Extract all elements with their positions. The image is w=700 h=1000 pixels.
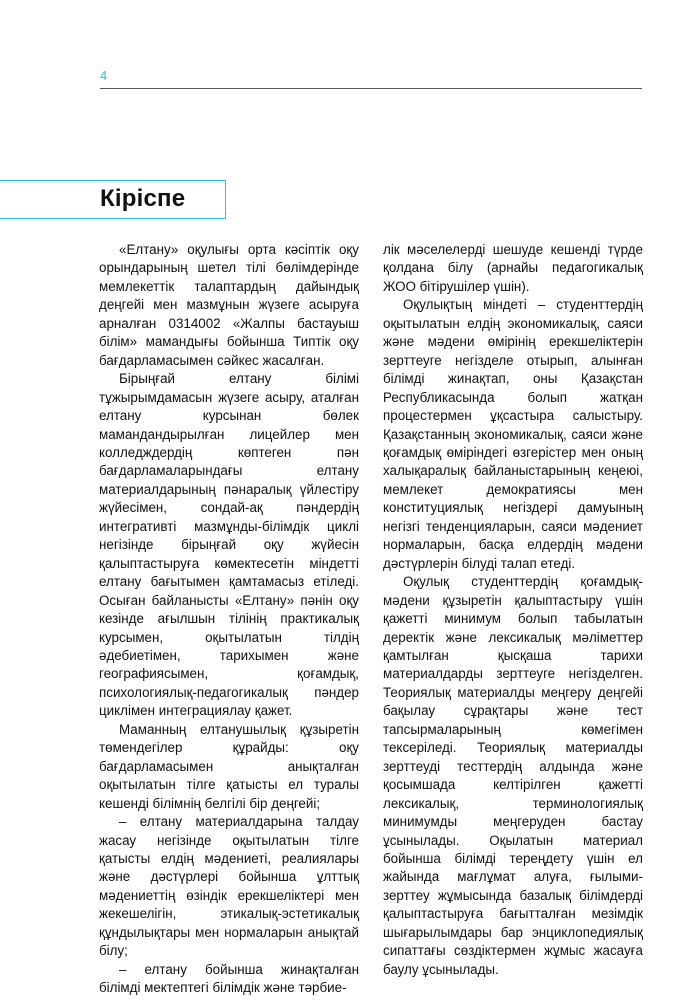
- left-column: [99, 241, 359, 998]
- paragraph: – елтану бойынша жинақталған білімді мектептегі білімдік және тәрбие-: [99, 961, 359, 996]
- paragraph: Маманның елтанушылық құзыретін төмендегілер құрайды: оқу бағдарламасымен анықталған оқытылатын тілге қатысты ел туралы кешенді білімнің белгілі бір деңгейі;: [99, 721, 359, 811]
- right-column: [383, 241, 643, 979]
- paragraph: Оқулық студенттердің қоғамдық-мәдени құзыретін қалыптастыру үшін қажетті минимум болып табылатын деректік және лексикалық мәліметтер қамтылған қысқаша тарихи материалдарды зерттеуге негізделген. Теориялық материалды меңгеру деңгейі бақылау сұрақтары және тест тапсырмаларының көмегімен тексеріледі. Теориялық материалды зерттеуді тесттердің алдында және қосымшада келтірілген қажетті лексикалық, терминологиялық минимумды меңгеруден бастау ұсынылады. Оқылатын материал бойынша білімді тереңдету үшін ел жайында мағлұмат алуға, ғылыми-зерттеу жұмысында базалық білімдерді қалыптастыруға бағытталған мезімдік шығарылымдары бар энциклопедиялық сипаттағы сөздіктермен жұмыс жасауға баулу ұсынылады.: [383, 574, 643, 977]
- paragraph: – елтану материалдарына талдау жасау негізінде оқытылатын тілге қатысты елдің мәдениеті, реалиялары және дәстүрлері бойынша ұлттық мәдениеттің өзіндік ерекшеліктері мен жекешелігін, этикалық-эстетикалық құндылықтары мен нормаларын анықтай білу;: [99, 814, 359, 959]
- paragraph: Бірыңғай елтану білімі тұжырымдамасын жүзеге асыру, аталған елтану курсынан бөлек мамандандырылған лицейлер мен колледждердің көптеген пән бағдарламаларындағы елтану материалдарының пәнаралық үйлестіру жүйесімен, сондай-ақ пәндердің интегративті мазмұнды-білімдік циклі негізінде бірыңғай оқу жүйесін қалыптастыруға көмектесетін міндетті елтану бағытымен қамтамасыз етіледі. Осыған байланысты «Елтану» пәнін оқу кезінде ағылшын тілінің практикалық курсымен, оқытылатын тілдің әдебиетімен, тарихымен және географиясымен, қоғамдық, психологиялық-педагогикалық пәндер циклімен интеграциялау қажет.: [99, 371, 359, 719]
- paragraph: Оқулықтың міндеті – студенттердің оқытылатын елдің экономикалық, саяси және мәдени өмірінің ерекшеліктерін зерттеуге негізделе отырып, алынған білімді жинақтап, оны Қазақстан Республикасында болып жатқан процестермен ұқсастыра салыстыру. Қазақстанның экономикалық, саяси және қоғамдық өміріндегі өзгерістер мен оның халықаралық байланыстарының кеңеюі, мемлекет демократиясы мен конституциялық негіздері дамуының негізгі тенденцияларын, саяси мәдениет нормаларын, басқа елдердің мәдени дәстүрлерін білуді талап етеді.: [383, 297, 643, 571]
- paragraph: «Елтану» оқулығы орта кәсіптік оқу орындарының шетел тілі бөлімдерінде мемлекеттік талаптардың дайындық деңгейі мен мазмұнын жүзеге асыруға арналған 0314002 «Жалпы бастауыш білім» мамандығы бойынша Типтік оқу бағдарламасымен сәйкес жасалған.: [99, 242, 359, 368]
- header-rule: [100, 88, 642, 89]
- page-number: 4: [100, 68, 108, 83]
- section-title: Кіріспе: [100, 185, 186, 212]
- paragraph-continuation: лік мәселелерді шешуде кешенді түрде қолдана білу (арнайы педагогикалық ЖОО бітірушілер үшін).: [383, 242, 643, 294]
